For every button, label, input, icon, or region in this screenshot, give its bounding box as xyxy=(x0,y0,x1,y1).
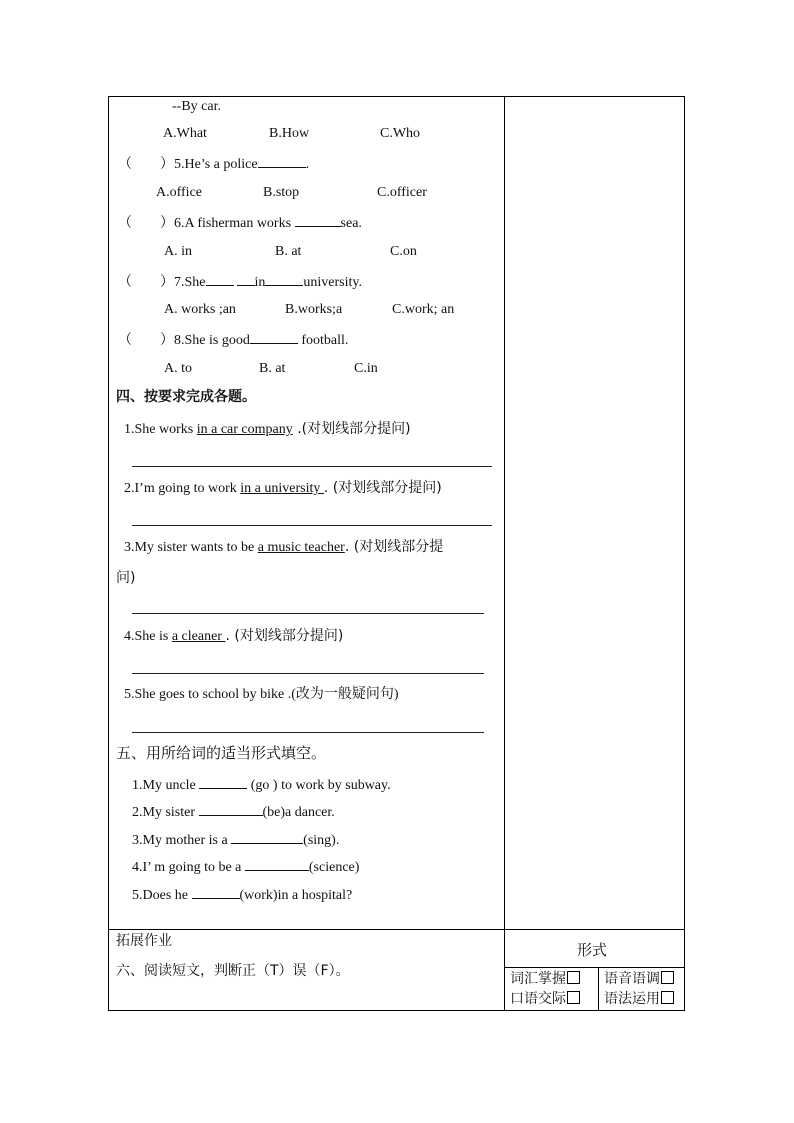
q4-tail: --By car. xyxy=(172,99,221,114)
s5-item-4: 4.I’ m going to be a (science) xyxy=(132,860,360,875)
option-pronunciation: 语音语调 xyxy=(604,971,674,987)
answer-line[interactable] xyxy=(132,673,484,674)
underlined-phrase: a cleaner xyxy=(171,629,226,644)
answer-line[interactable] xyxy=(132,466,492,467)
question-text: 7.She xyxy=(174,275,206,290)
q5-option-b: B.stop xyxy=(263,185,300,200)
fill-blank[interactable] xyxy=(199,803,263,816)
answer-paren: （ ） xyxy=(118,333,174,348)
q8-option-a: A. to xyxy=(164,361,192,376)
s4-item-3-wrap: 问) xyxy=(116,570,136,586)
s5-item-1: 1.My uncle (go ) to work by subway. xyxy=(132,778,391,793)
table-right-border xyxy=(684,96,685,1011)
q4-option-a: A.What xyxy=(163,126,207,141)
answer-paren: （ ） xyxy=(118,216,174,231)
q6-option-c: C.on xyxy=(390,244,417,259)
table-mid-divider xyxy=(504,96,505,1011)
form-header-divider xyxy=(504,967,685,968)
q8-option-b: B. at xyxy=(259,361,286,376)
fill-blank[interactable] xyxy=(265,273,303,286)
checkbox[interactable] xyxy=(567,991,580,1004)
fill-blank[interactable] xyxy=(237,273,255,286)
q6-option-a: A. in xyxy=(164,244,192,259)
answer-line[interactable] xyxy=(132,732,484,733)
fill-blank[interactable] xyxy=(295,214,341,227)
q7-option-c: C.work; an xyxy=(392,302,455,317)
checkbox[interactable] xyxy=(661,971,674,984)
question-text: 8.She is good xyxy=(174,333,250,348)
q4-option-b: B.How xyxy=(269,126,310,141)
s4-item-2: 2.I’m going to work in a university . (对划线部分提问) xyxy=(124,480,442,496)
question-7: （ ）7.She in university. xyxy=(118,275,362,290)
fill-blank[interactable] xyxy=(199,776,247,789)
s5-item-5: 5.Does he (work)in a hospital? xyxy=(132,888,353,903)
underlined-phrase: a music teacher xyxy=(257,540,345,555)
fill-blank[interactable] xyxy=(258,155,306,168)
option-speaking: 口语交际 xyxy=(510,991,580,1007)
question-text: 6.A fisherman works xyxy=(174,216,295,231)
answer-paren: （ ） xyxy=(118,275,174,290)
q4-option-c: C.Who xyxy=(380,126,421,141)
answer-paren: （ ） xyxy=(118,157,174,172)
q7-option-a: A. works ;an xyxy=(164,302,236,317)
q7-option-b: B.works;a xyxy=(285,302,343,317)
question-5: （ ）5.He’s a police . xyxy=(118,157,310,172)
answer-line[interactable] xyxy=(132,613,484,614)
section-5-title: 五、用所给词的适当形式填空。 xyxy=(116,744,327,762)
q5-option-c: C.officer xyxy=(377,185,427,200)
underlined-phrase: in a car company xyxy=(196,422,293,437)
question-6: （ ）6.A fisherman works sea. xyxy=(118,216,362,231)
fill-blank[interactable] xyxy=(192,886,240,899)
s5-item-2: 2.My sister (be)a dancer. xyxy=(132,805,335,820)
table-left-border xyxy=(108,96,109,1011)
q6-option-b: B. at xyxy=(275,244,302,259)
section-6-title: 六、阅读短文，判断正（T）误（F）。 xyxy=(116,963,350,979)
extension-homework-label: 拓展作业 xyxy=(116,933,172,949)
fill-blank[interactable] xyxy=(231,831,303,844)
question-text: 5.He’s a police xyxy=(174,157,258,172)
s4-item-4: 4.She is a cleaner . (对划线部分提问) xyxy=(124,628,344,644)
fill-blank[interactable] xyxy=(245,858,309,871)
option-vocabulary: 词汇掌握 xyxy=(510,971,580,987)
underlined-phrase: in a university xyxy=(240,481,324,496)
q5-option-a: A.office xyxy=(156,185,202,200)
s4-item-3: 3.My sister wants to be a music teacher. (对划线部分提 xyxy=(124,539,444,555)
table-top-border xyxy=(108,96,685,97)
fill-blank[interactable] xyxy=(250,331,298,344)
option-grammar: 语法运用 xyxy=(604,991,674,1007)
s4-item-1: 1.She works in a car company .(对划线部分提问) xyxy=(124,421,411,437)
checkbox[interactable] xyxy=(567,971,580,984)
answer-line[interactable] xyxy=(132,525,492,526)
table-bottom-border xyxy=(108,1010,685,1011)
question-8: （ ）8.She is good football. xyxy=(118,333,349,348)
s4-item-5: 5.She goes to school by bike .(改为一般疑问句) xyxy=(124,687,399,702)
fill-blank[interactable] xyxy=(206,273,234,286)
form-label: 形式 xyxy=(577,941,608,959)
q8-option-c: C.in xyxy=(354,361,378,376)
section-4-title: 四、按要求完成各题。 xyxy=(116,389,256,405)
form-col-divider xyxy=(598,967,599,1011)
table-row-divider xyxy=(108,929,685,930)
checkbox[interactable] xyxy=(661,991,674,1004)
s5-item-3: 3.My mother is a (sing). xyxy=(132,833,340,848)
